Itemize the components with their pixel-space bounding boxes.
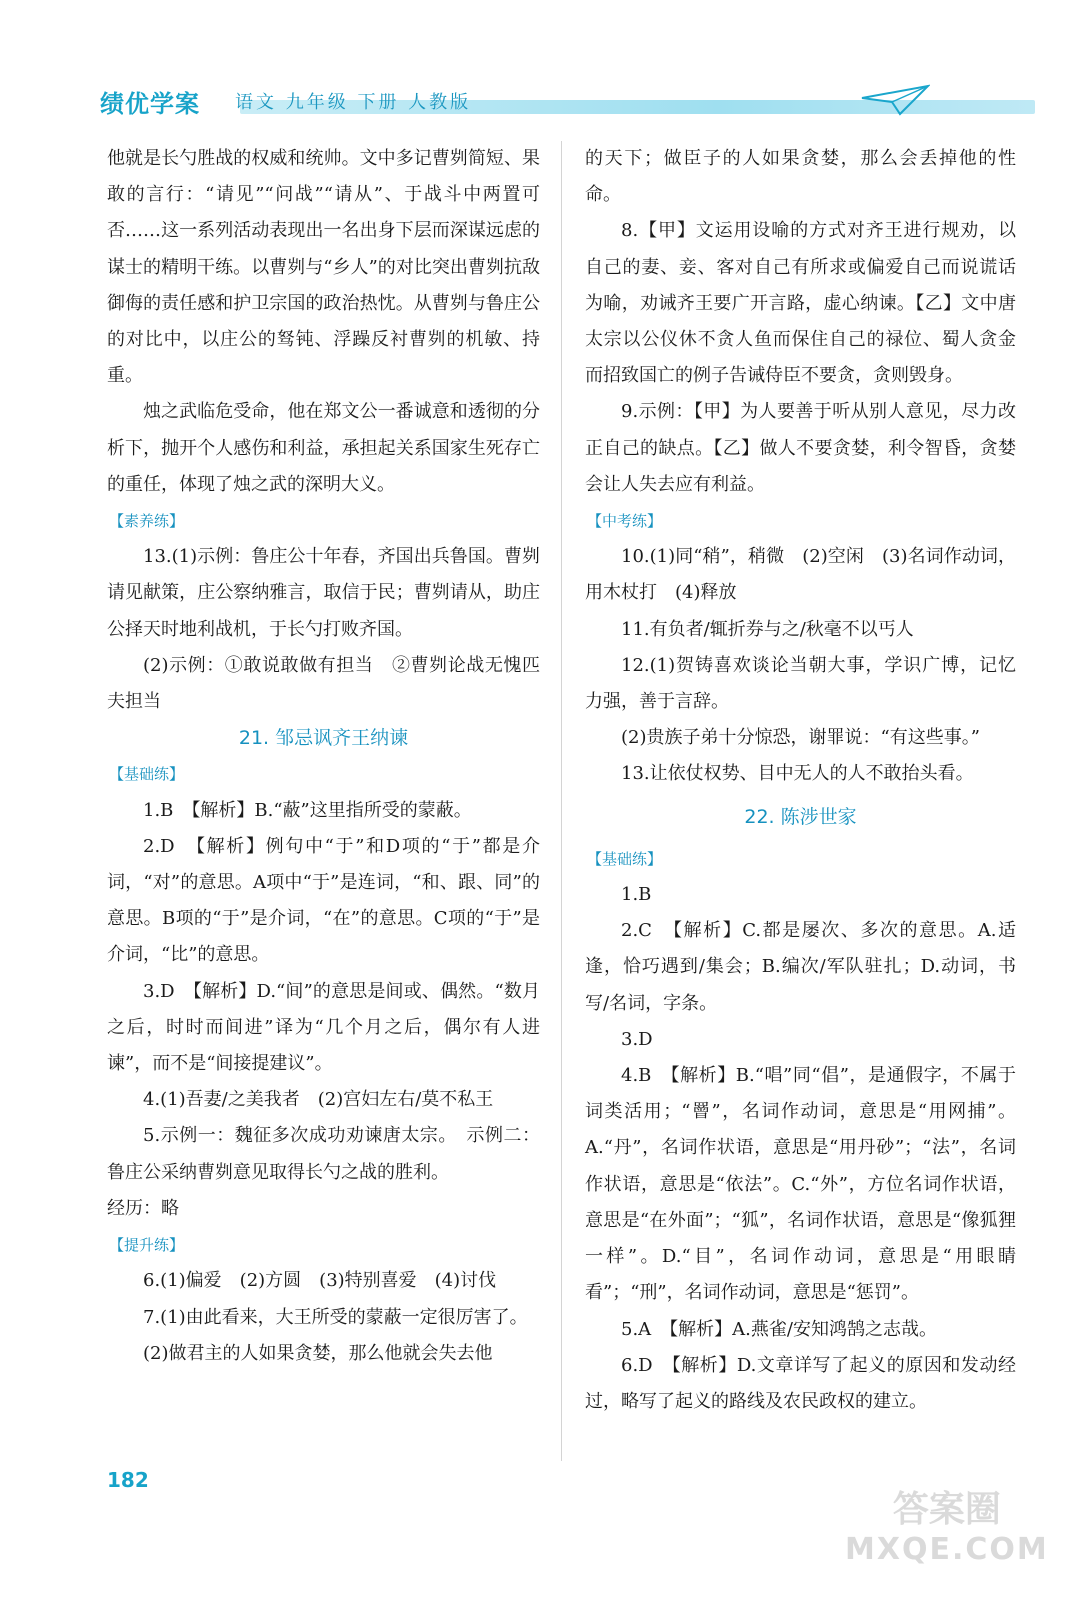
section-tag-zhongkao: 【中考练】 xyxy=(587,512,663,531)
answer-item-12-2: (2)贵族子弟十分惊恐，谢罪说：“有这些事。” xyxy=(621,727,980,749)
answer-item-5: 5.示例一：魏征多次成功劝谏唐太宗。 示例二：鲁庄公采纳曹刿意见取得长勺之战的胜利。 xyxy=(107,1125,540,1183)
paper-plane-icon xyxy=(860,84,930,116)
answer-item-1: 1.B 【解析】B.“蔽”这里指所受的蒙蔽。 xyxy=(143,799,472,821)
column-divider xyxy=(561,141,562,1461)
answer-item-10: 10.(1)同“稍”，稍微 (2)空闲 (3)名词作动词，用木杖打 (4)释放 xyxy=(585,546,1016,604)
book-subject: 语文 九年级 下册 人教版 xyxy=(235,92,472,113)
watermark-logo xyxy=(845,1490,1049,1570)
answer-item-2: 2.D 【解析】例句中“于”和D项的“于”都是介词，“对”的意思。A项中“于”是连词，“和、跟、同”的意思。B项的“于”是介词，“在”的意思。C项的“于”是介词，“比”的意思。 xyxy=(107,835,540,966)
answer-item-13: 13.让依仗权势、目中无人的人不敢抬头看。 xyxy=(621,763,974,785)
brand-logo: 绩优学案 xyxy=(100,90,200,118)
answer-item-4: 4.(1)吾妻/之美我者 (2)宫妇左右/莫不私王 xyxy=(143,1089,494,1111)
answer-item-3: 3.D xyxy=(621,1028,653,1050)
answer-item-7-1: 7.(1)由此看来，大王所受的蒙蔽一定很厉害了。 xyxy=(143,1306,528,1328)
watermark-text: 答案圈 xyxy=(892,1489,1001,1530)
answer-item-9: 9.示例：【甲】为人要善于听从别人意见，尽力改正自己的缺点。【乙】做人不要贪婪，利令智昏，贪婪会让人失去应有利益。 xyxy=(585,401,1016,495)
answer-item-7-2-cont: 的天下；做臣子的人如果贪婪，那么会丢掉他的性命。 xyxy=(585,148,1016,206)
answer-item-13-2: (2)示例：①敢说敢做有担当 ②曹刿论战无愧匹夫担当 xyxy=(107,654,540,713)
page-number: 182 xyxy=(107,1468,149,1492)
answer-item-11: 11.有负者/辄折券与之/秋毫不以丐人 xyxy=(621,618,914,640)
answer-item-5: 5.A 【解析】A.燕雀/安知鸿鹄之志哉。 xyxy=(621,1318,937,1340)
answer-paragraph: 他就是长勺胜战的权威和统帅。文中多记曹刿简短、果敢的言行：“请见”“问战”“请从”、于战斗中两置可否……这一系列活动表现出一名出身下层而深谋远虑的谋士的精明干练。以曹刿与“乡人”的对比突出曹刿抗敌御侮的责任感和护卫宗国的政治热忱。从曹刿与鲁庄公的对比中，以庄公的驽钝、浮躁反衬曹刿的机敏、持重。 xyxy=(107,148,540,387)
answer-item-4: 4.B 【解析】B.“唱”同“倡”，是通假字，不属于词类活用；“罾”，名词作动词，意思是“用网捕”。A.“丹”，名词作状语，意思是“用丹砂”；“法”，名词作状语，意思是“依法”。C.“外”，方位名词作状语，意思是“在外面”；“狐”，名词作状语，意思是“像狐狸一样”。D.“目”，名词作动词，意思是“用眼睛看”；“刑”，名词作动词，意思是“惩罚”。 xyxy=(585,1065,1016,1304)
lesson-title-21: 21. 邹忌讽齐王纳谏 xyxy=(238,727,409,750)
section-tag-jichu: 【基础练】 xyxy=(109,765,185,784)
answer-item-3: 3.D 【解析】D.“间”的意思是间或、偶然。“数月之后，时时而间进”译为“几个月之后，偶尔有人进谏”，而不是“间接提建议”。 xyxy=(107,980,540,1075)
right-column xyxy=(585,141,1016,1420)
answer-item-8: 8.【甲】文运用设喻的方式对齐王进行规劝，以自己的妻、妾、客对自己有所求或偏爱自己而说谎话为喻，劝诫齐王要广开言路，虚心纳谏。【乙】文中唐太宗以公仪休不贪人鱼而保住自己的禄位、蜀人贪金而招致国亡的例子告诫侍臣不要贪，贪则毁身。 xyxy=(585,220,1016,387)
answer-item-13-1: 13.(1)示例：鲁庄公十年春，齐国出兵鲁国。曹刿请见献策，庄公察纳雅言，取信于民；曹刿请从，助庄公择天时地利战机，于长勺打败齐国。 xyxy=(107,546,540,640)
lesson-title-22: 22. 陈涉世家 xyxy=(744,805,857,828)
answer-paragraph: 烛之武临危受命，他在郑文公一番诚意和透彻的分析下，抛开个人感伤和利益，承担起关系国家生死存亡的重任，体现了烛之武的深明大义。 xyxy=(107,401,540,495)
answer-item-1: 1.B xyxy=(621,884,652,906)
answer-item-7-2: (2)做君主的人如果贪婪，那么他就会失去他 xyxy=(143,1342,493,1364)
watermark-domain: MXQE.COM xyxy=(845,1532,1049,1567)
answer-item-12-1: 12.(1)贺铸喜欢谈论当朝大事，学识广博，记忆力强，善于言辞。 xyxy=(585,654,1016,713)
answer-item-5-note: 经历：略 xyxy=(107,1197,179,1219)
page-header xyxy=(100,84,1035,124)
answer-item-2: 2.C 【解析】C.都是屡次、多次的意思。A.适逢，恰巧遇到/集会；B.编次/军队驻扎；D.动词，书写/名词，字条。 xyxy=(585,920,1016,1014)
left-column xyxy=(107,141,540,1372)
answer-item-6: 6.(1)偏爱 (2)方圆 (3)特别喜爱 (4)讨伐 xyxy=(143,1270,497,1292)
section-tag-suyang: 【素养练】 xyxy=(109,512,185,531)
section-tag-tisheng: 【提升练】 xyxy=(109,1236,185,1255)
section-tag-jichu: 【基础练】 xyxy=(587,849,663,868)
answer-item-6: 6.D 【解析】D.文章详写了起义的原因和发动经过，略写了起义的路线及农民政权的建立。 xyxy=(585,1354,1016,1412)
